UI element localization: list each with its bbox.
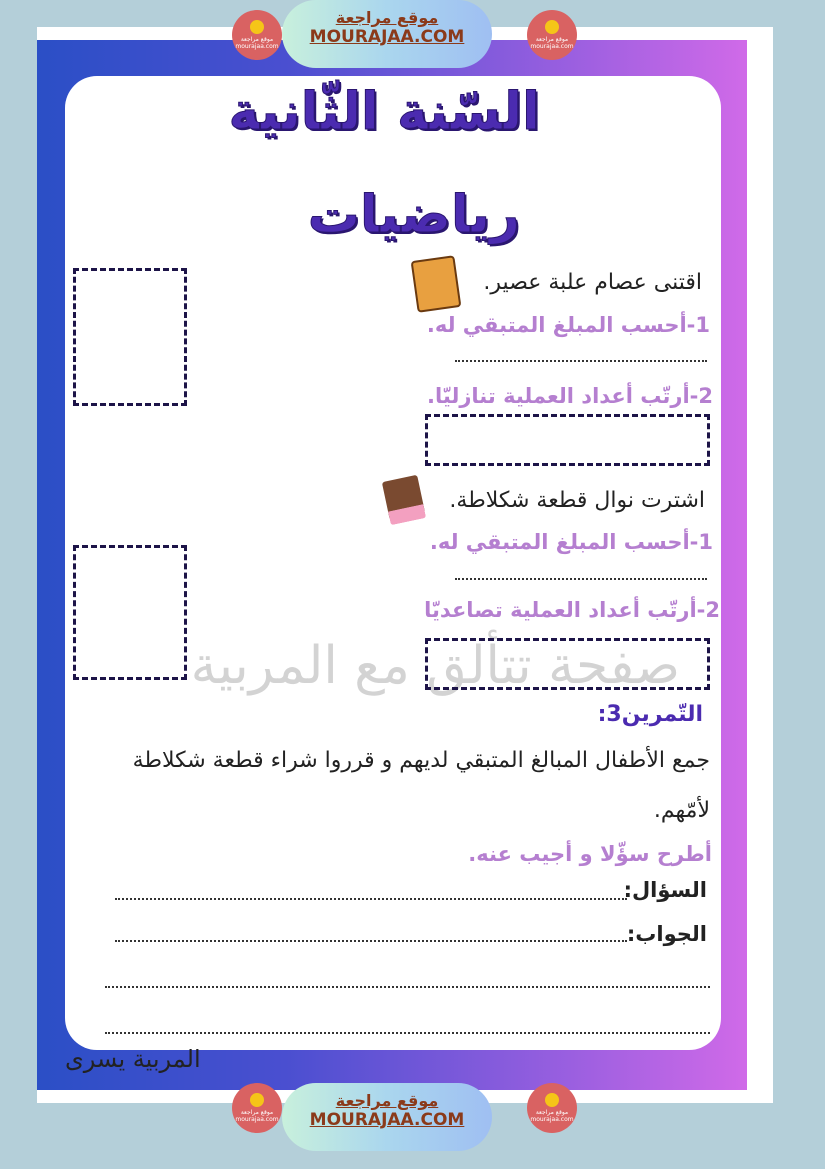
exercise3-statement: جمع الأطفال المبالغ المتبقي لديهم و قرروا شراء قطعة شكلاطة لأمّهم. bbox=[132, 748, 710, 823]
signature: المربية يسرى bbox=[65, 1045, 201, 1073]
grade-title: السّنة الثّانية bbox=[228, 82, 540, 142]
site-logo-right[interactable]: موقع مراجعة mourajaa.com bbox=[527, 10, 577, 60]
subject-title: رياضيات bbox=[307, 185, 520, 245]
site-logo-right[interactable]: موقع مراجعة mourajaa.com bbox=[527, 1083, 577, 1133]
exercise2-statement: اشترت نوال قطعة شكلاطة. bbox=[449, 488, 705, 513]
logo-icon bbox=[250, 20, 264, 34]
exercise2-question2: 2-أرتّب أعداد العملية تصاعديّا bbox=[424, 598, 720, 622]
question-label: السؤال: bbox=[623, 878, 707, 902]
question-line[interactable] bbox=[115, 898, 627, 900]
juice-box-icon bbox=[411, 255, 462, 313]
ordering-box[interactable] bbox=[425, 414, 710, 466]
answer-box[interactable] bbox=[73, 545, 187, 680]
answer-line[interactable] bbox=[105, 986, 710, 988]
exercise1-question1: 1-أحسب المبلغ المتبقي له. bbox=[426, 313, 710, 337]
logo-icon bbox=[545, 20, 559, 34]
answer-line[interactable] bbox=[455, 578, 707, 580]
watermark: صفحة تتألق مع المربية bbox=[190, 636, 680, 696]
exercise3-instruction: أطرح سؤّلا و أجيب عنه. bbox=[468, 842, 712, 866]
exercise1-question2: 2-أرتّب أعداد العملية تنازليّا. bbox=[427, 384, 713, 408]
exercise2-question1: 1-أحسب المبلغ المتبقي له. bbox=[429, 530, 713, 554]
answer-line[interactable] bbox=[455, 360, 707, 362]
exercise1-statement: اقتنى عصام علبة عصير. bbox=[483, 270, 702, 295]
site-badge-top[interactable]: موقع مراجعة MOURAJAA.COM bbox=[282, 0, 492, 68]
answer-line[interactable] bbox=[115, 940, 627, 942]
site-badge-bottom[interactable]: موقع مراجعة MOURAJAA.COM bbox=[282, 1083, 492, 1151]
answer-box[interactable] bbox=[73, 268, 187, 406]
logo-icon bbox=[545, 1093, 559, 1107]
answer-line[interactable] bbox=[105, 1032, 710, 1034]
answer-label: الجواب: bbox=[626, 922, 707, 946]
logo-icon bbox=[250, 1093, 264, 1107]
exercise3-title: التّمرين3: bbox=[597, 702, 703, 727]
ordering-box[interactable] bbox=[425, 638, 710, 690]
site-logo-left[interactable]: موقع مراجعة mourajaa.com bbox=[232, 10, 282, 60]
site-logo-left[interactable]: موقع مراجعة mourajaa.com bbox=[232, 1083, 282, 1133]
